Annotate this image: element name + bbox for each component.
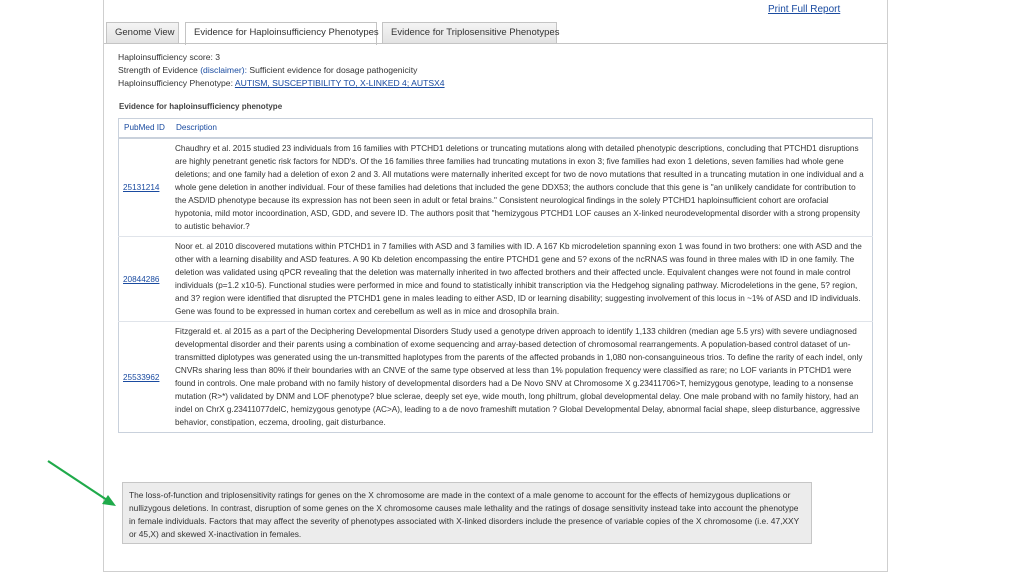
pubmed-link[interactable]: 20844286 [123,274,160,284]
evidence-table [118,118,873,433]
header-description: Description [171,119,873,139]
section-title: Evidence for haploinsufficiency phenotype [119,102,283,111]
strength-of-evidence [118,65,417,75]
description-cell: Chaudhry et al. 2015 studied 23 individuals from 16 families with PTCHD1 deletions or truncating mutations along with detailed phenotypic descriptions, concluding that PTCHD1 disruptions are highly penetrant genetic risk factors for NDD's. Of the 16 families three families had truncating mutations in exon 3; five families had exon 1 deletions, seven families had whole gene deletions; and one family had a deletion of exon 2 and 3. All mutations were maternally inherited except for two de novo mutations that resulted in a truncating mutation in one individual and a whole gene deletion in another individual. Four of these families had deletions that included the gene DDX53; the authors conclude that this gene is "an unlikely candidate for contribution to the ASD/ID phenotype because its expression has not been seen in adult or fetal brains." Consistent neurological findings in the solely PTCHD1 haploinsufficient cohort are orofacial hypotonia, mild motor incoordination, ASD, GDD, and severe ID. The authors posit that "hemizygous PTCHD1 LOF causes an X-linked neurodevelopmental disorder with a strong propensity to autistic behavior.? [175,144,864,231]
disclaimer-link[interactable]: (disclaimer): [200,65,247,75]
table-row [119,237,873,322]
table-row [119,138,873,237]
tab-haploinsufficiency[interactable]: Evidence for Haploinsufficiency Phenotypes [185,22,377,45]
pmid-cell [119,322,172,433]
description-cell: Noor et. al 2010 discovered mutations within PTCHD1 in 7 families with ASD and 3 families with ID. A 167 Kb microdeletion spanning exon 1 was found in two brothers: one with ASD and the other with a learning disability and ASD features. A 90 Kb deletion encompassing the entire PTCHD1 gene and 5? exons of the ncRNAS was found in three males with ID in one family. The deletion was validated using qPCR revealing that the deletion was maternally inherited in two affected brothers and their affected uncle. Equivalent changes were not found in male control individuals (p=1.2 x10-5). Functional studies were performed in mice and found to statistically inhibit transcription via the Hedgehog signaling pathway. Microdeletions in the gene, 5? region, and 3? region were identified that disrupted the PTCHD1 gene in males leading to either ASD, ID or learning disability; suggesting involvement of this locus in ~1% of ASD and ID individuals. Gene was found to be expressed in human cortex and cerebellum as well as in mice and drosophila brain. [171,237,873,322]
table-row [119,322,873,433]
strength-value: Sufficient evidence for dosage pathogenicity [249,65,418,75]
phenotype-link[interactable]: AUTISM, SUSCEPTIBILITY TO, X-LINKED 4; AUTSX4 [234,78,445,88]
strength-label: Strength of Evidence [118,65,198,75]
phenotype-label: Haploinsufficiency Phenotype: [118,78,233,88]
description-cell: Fitzgerald et. al 2015 as a part of the Deciphering Developmental Disorders Study used a genotype driven approach to identify 1,133 children (median age 5.5 yrs) with severe undiagnosed developmental disorder and their parents using a combination of exome sequencing and array-based detection of chromosomal rearrangements. A population-based control dataset of un-transmitted diplotypes was generated using the un-transmitted haplotypes from the parents of the affected probands in 1,080 non-consanguineous trios. To define the rarity of each indel, only CNVRs sharing less than 80% if their boundaries with an CNVE of the same type observed at less than 1% population frequency were classified as rare; no LOF variants in PTCHD1 were found in controls. One male proband with no family history of developmental disorders had a De Novo SNV at Chromosome X g.23411706>T, hemizygous genotype, leading to a nonsense mutation (R>*) validated by DNM and LOF phenotype? blue sclerae, deeply set eye, wide mouth, long philtrum, global developmental delay. One male proband with no family history, had an indel on ChrX g.23411077delC, hemizygous genotype (AC>A), leading to a de novo frameshift mutation ? Global Developmental Delay, abnormal facial shape, sleep disturbance, aggressive behavior, constipation, eczema, drooling, gait disturbance. [171,322,873,433]
print-full-report-link[interactable]: Print Full Report [768,4,841,15]
haploinsufficiency-score [118,52,220,62]
tab-genome-view[interactable]: Genome View [106,22,179,43]
score-label: Haploinsufficiency score: [118,52,213,62]
table-header-row [119,119,873,139]
tab-divider [104,43,887,44]
header-pubmed-id: PubMed ID [119,119,172,139]
score-value: 3 [215,52,221,62]
x-chromosome-note: The loss-of-function and triplosensitivity ratings for genes on the X chromosome are made in the context of a male genome to account for the effects of hemizygous duplications or nullizygous deletions. In contrast, disruption of some genes on the X chromosome causes male lethality and the ratings of dosage sensitivity instead take into account the phenotype in female individuals. Factors that may affect the severity of phenotypes associated with X-linked disorders include the presence of variable copies of the X chromosome (i.e. 47,XXY or 45,X) and skewed X-inactivation in females. [122,482,812,544]
pubmed-link[interactable]: 25533962 [123,372,160,382]
green-arrow-icon [44,458,124,513]
haploinsufficiency-phenotype [118,78,445,88]
pmid-cell [119,237,172,322]
pubmed-link[interactable]: 25131214 [123,183,160,192]
tab-triplosensitive[interactable]: Evidence for Triplosensitive Phenotypes [382,22,557,43]
pmid-cell [119,138,172,237]
